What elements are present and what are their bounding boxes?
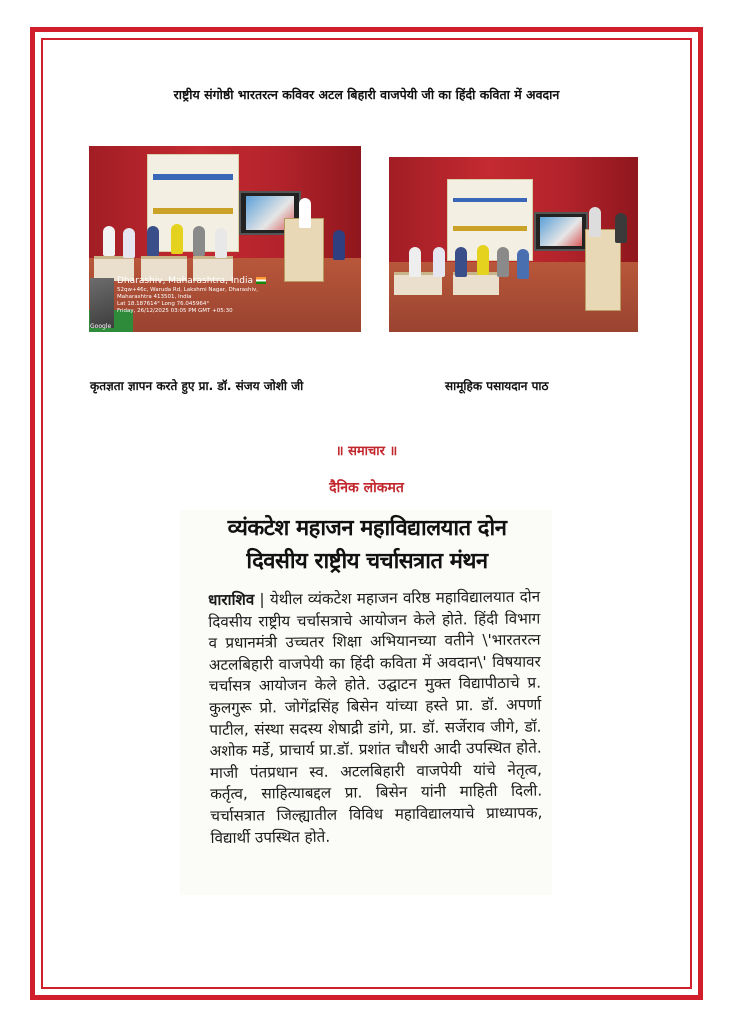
headline-line-1: व्यंकटेश महाजन महाविद्यालयात दोन <box>227 516 507 541</box>
clipping-body-text: | येथील व्यंकटेश महाजन वरिष्ठ महाविद्यालयात दोन दिवसीय राष्ट्रीय चर्चासत्राचे आयोजन केले होते. हिंदी विभाग व प्रधानमंत्री उच्चतर शिक्षा अभियानच्या वतीने \'भारतरत्न अटलबिहारी वाजपेयी का हिंदी कविता में अवदान\' विषयावर चर्चासत्र आयोजन केले होते. उद्घाटन मुक्त विद्यापीठाचे प्र. कुलगुरू प्रो. जोगेंद्रसिंह बिसेन यांच्या हस्ते प्रा. डॉ. अपर्णा पाटील, संस्था सदस्य शेषाद्री डांगे, प्रा. डॉ. सर्जेराव जीगे, डॉ. अशोक मर्डे, प्राचार्य प्रा.डॉ. प्रशांत चौधरी आदी उपस्थित होते. माजी पंतप्रधान स्व. अटलबिहारी वाजपेयी यांचे नेतृत्व, कर्तृत्व, साहित्याबद्दल प्रा. बिसेन यांनी माहिती दिली. चर्चासत्रात जिल्ह्यातील विविध महाविद्यालयाचे प्राध्यापक, विद्यार्थी उपस्थित होते. <box>208 587 543 847</box>
india-flag-icon <box>256 277 266 284</box>
caption-left: कृतज्ञता ज्ञापन करते हुए प्रा. डॉ. संजय जोशी जी <box>90 379 304 393</box>
clipping-headline <box>192 512 542 578</box>
geotag-datetime: Friday, 26/12/2025 03:05 PM GMT +05:30 <box>117 308 233 314</box>
geotag-overlay <box>90 276 277 330</box>
newspaper-name: दैनिक लोकमत <box>329 480 404 496</box>
photo-pasaydan <box>389 157 638 332</box>
photo-seminar-stage <box>89 146 361 332</box>
dateline-place: धाराशिव <box>208 590 255 609</box>
newspaper-clipping <box>180 510 552 895</box>
geotag-location: Dharashiv, Maharashtra, India <box>117 276 253 286</box>
headline-line-2: दिवसीय राष्ट्रीय चर्चासत्रात मंथन <box>246 549 488 574</box>
page-title: राष्ट्रीय संगोष्ठी भारतरत्न कविवर अटल बिहारी वाजपेयी जी का हिंदी कविता में अवदान <box>173 87 560 102</box>
map-thumbnail <box>90 278 114 328</box>
geotag-coords: Lat 18.187614° Long 76.045964° <box>117 301 210 307</box>
google-label: Google <box>90 323 112 330</box>
clipping-body <box>208 587 543 850</box>
geotag-address-2: Maharashtra 413501, India <box>117 294 192 300</box>
section-label: ॥ समाचार ॥ <box>335 444 398 459</box>
geotag-address-1: 52qw+46c, Waruda Rd, Lakshmi Nagar, Dharashiv, <box>117 287 259 293</box>
caption-right: सामूहिक पसायदान पाठ <box>445 379 549 393</box>
